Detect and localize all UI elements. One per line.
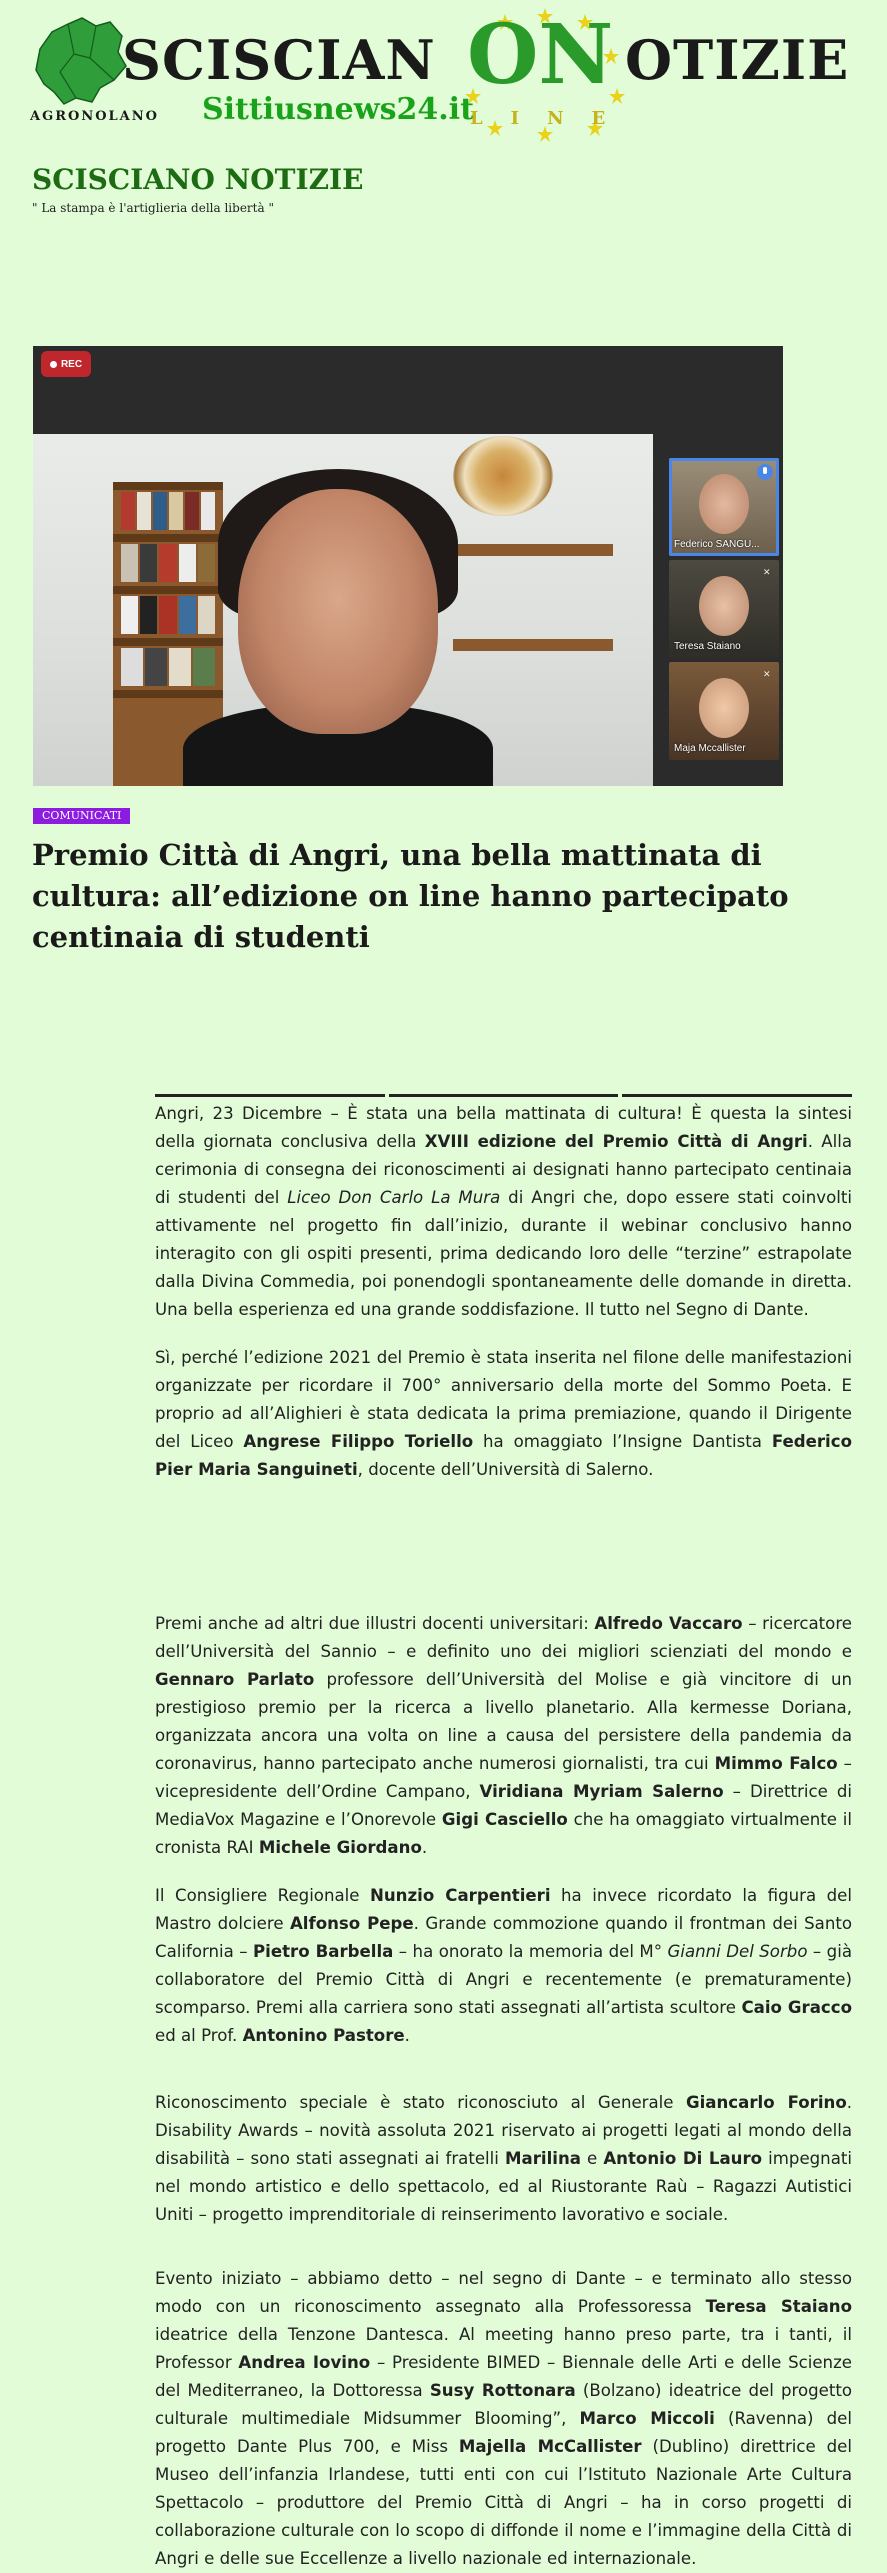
text-run: – ricercatore dell’Università del Sannio – e definito uno dei migliori scienziati del mondo e — [155, 1614, 852, 1661]
bold-text: Viridiana Myriam Salerno — [479, 1782, 724, 1801]
text-run: Evento iniziato – abbiamo detto – nel segno di Dante – e terminato allo stesso modo con un riconoscimento assegnato alla Professoressa — [155, 2269, 852, 2316]
logo-word-scisciano: SCISCIAN — [122, 28, 436, 92]
record-icon — [50, 361, 57, 368]
participant-name: Federico SANGU... — [674, 539, 760, 550]
text-run: che ha omaggiato virtualmente il cronista RAI — [155, 1810, 852, 1857]
text-run: (Dublino) direttrice del Museo dell’infanzia Irlandese, tutti enti con cui l’Istituto Nazionale Arte Cultura Spettacolo – produttore del Premio Città di Angri – ha in corso progetti di collaborazione culturale con lo scopo di diffonde il nome e l’immagine della Città di Angri e delle sue Eccellenze a livello nazionale ed internazionale. — [155, 2437, 852, 2568]
text-run: . — [404, 2026, 410, 2045]
text-run: – già collaboratore del Premio Città di Angri e recentemente (e prematuramente) scomparso. Premi alla carriera sono stati assegnati all’artista scultore — [155, 1942, 852, 2017]
bold-text: Antonio Di Lauro — [603, 2149, 763, 2168]
site-tagline: " La stampa è l'artiglieria della libertà " — [32, 201, 274, 215]
bold-text: Alfredo Vaccaro — [594, 1614, 743, 1633]
article-body-paragraph-3 — [155, 1610, 852, 1862]
text-run: Il Consigliere Regionale — [155, 1886, 370, 1905]
bold-text: Majella McCallister — [458, 2437, 642, 2456]
text-run: . — [421, 1838, 428, 1857]
bold-text: Alfonso Pepe — [289, 1914, 414, 1933]
participant-thumbnails — [669, 458, 781, 764]
rec-label: REC — [60, 358, 83, 370]
logo-word-notizie: OTIZIE — [625, 28, 850, 92]
bold-text: Mimmo Falco — [714, 1754, 838, 1773]
text-run: ha omaggiato l’Insigne Dantista — [473, 1432, 772, 1451]
article-body-paragraph-6 — [155, 2265, 852, 2573]
participant-name: Maja Mccallister — [674, 743, 746, 754]
text-run: impegnati nel mondo artistico e dello spettacolo, ed al Riustorante Raù – Ragazzi Autistici Uniti – progetto imprenditoriale di reinserimento lavorativo e sociale. — [155, 2149, 852, 2224]
mic-muted-icon: ✕ — [763, 568, 771, 578]
bold-text: Susy Rottonara — [429, 2381, 576, 2400]
italic-text: Gianni Del Sorbo — [667, 1942, 808, 1961]
bold-text: Pietro Barbella — [253, 1942, 394, 1961]
bold-text: Nunzio Carpentieri — [369, 1886, 551, 1905]
bold-text: XVIII edizione del Premio Città di Angri — [424, 1132, 808, 1151]
bold-text: Andrea Iovino — [238, 2353, 371, 2372]
site-logo[interactable] — [30, 8, 870, 143]
bold-text: Michele Giordano — [258, 1838, 422, 1857]
text-run: Premi anche ad altri due illustri docenti universitari: — [155, 1614, 595, 1633]
text-run: . Grande commozione quando il frontman dei Santo California – — [155, 1914, 852, 1961]
decorative-plate — [453, 436, 553, 516]
text-run: , docente dell’Università di Salerno. — [357, 1460, 654, 1479]
text-run: – Presidente BIMED – Biennale delle Arti e delle Scienze del Mediterraneo, la Dottoressa — [155, 2353, 852, 2400]
text-run: – Direttrice di MediaVox Magazine e l’Onorevole — [155, 1782, 852, 1829]
participant-tile — [669, 560, 779, 658]
logo-site-name: Sittiusnews24.it — [202, 92, 474, 127]
article-headline: Premio Città di Angri, una bella mattinata di cultura: all’edizione on line hanno partecipato centinaia di studenti — [32, 838, 789, 954]
article-body-paragraph-5 — [155, 2089, 852, 2229]
text-run: ideatrice della Tenzone Dantesca. Al meeting hanno preso parte, tra i tanti, il Professor — [155, 2325, 852, 2372]
text-run: Angri, 23 Dicembre – È stata una bella mattinata di cultura! È questa la sintesi della giornata conclusiva della — [155, 1104, 852, 1151]
text-run: Sì, perché l’edizione 2021 del Premio è stata inserita nel filone delle manifestazioni organizzate per ricordare il 700° anniversario della morte del Sommo Poeta. E proprio ad all’Alighieri è stata dedicata la prima premiazione, quando il Dirigente del Liceo — [155, 1348, 852, 1451]
participant-tile — [669, 662, 779, 760]
participant-name: Teresa Staiano — [674, 641, 741, 652]
main-video-speaker — [33, 434, 653, 786]
logo-on: ON — [467, 7, 614, 103]
bold-text: Giancarlo Forino — [685, 2093, 847, 2112]
article-body-paragraph-4 — [155, 1882, 852, 2050]
text-run: . Alla cerimonia di consegna dei riconoscimenti ai designati hanno partecipato centinaia di studenti del — [155, 1132, 852, 1207]
text-run: e — [580, 2149, 604, 2168]
article-top-rule — [155, 1094, 852, 1097]
text-run: (Bolzano) ideatrice del progetto culturale multimediale Midsummer Blooming”, — [155, 2381, 853, 2428]
article-body-paragraph-2 — [155, 1344, 852, 1484]
participant-tile — [669, 458, 779, 556]
bold-text: Marco Miccoli — [579, 2409, 715, 2428]
text-run: di Angri che, dopo essere stati coinvolti attivamente nel progetto fin dall’inizio, durante il webinar conclusivo hanno interagito con gli ospiti presenti, prima dedicando loro delle “terzine” estrapolate dalla Divina Commedia, poi ponendogli spontaneamente delle domande in diretta. Una bella esperienza ed una grande soddisfazione. Il tutto nel Segno di Dante. — [155, 1188, 852, 1319]
bold-text: Federico Pier Maria Sanguineti — [155, 1432, 852, 1479]
text-run: – vicepresidente dell’Ordine Campano, — [155, 1754, 852, 1801]
featured-image — [33, 346, 783, 786]
text-run: ed al Prof. — [155, 2026, 243, 2045]
site-title[interactable]: SCISCIANO NOTIZIE — [32, 163, 364, 196]
text-run: – ha onorato la memoria del M° — [393, 1942, 668, 1961]
bold-text: Gigi Casciello — [441, 1810, 568, 1829]
category-badge[interactable]: COMUNICATI — [33, 808, 130, 824]
text-run: Riconoscimento speciale è stato riconosciuto al Generale — [155, 2093, 686, 2112]
bold-text: Antonino Pastore — [242, 2026, 405, 2045]
article-body-paragraph-1 — [155, 1100, 852, 1324]
bold-text: Marilina — [504, 2149, 581, 2168]
logo-region-label: AGRONOLANO — [30, 109, 159, 124]
mic-muted-icon: ✕ — [763, 670, 771, 680]
microphone-icon — [757, 464, 773, 480]
bold-text: Teresa Staiano — [705, 2297, 852, 2316]
bold-text: Gennaro Parlato — [155, 1670, 315, 1689]
bold-text: Caio Gracco — [741, 1998, 852, 2017]
region-map-icon — [30, 14, 130, 109]
text-run: (Ravenna) del progetto Dante Plus 700, e Miss — [155, 2409, 852, 2456]
bold-text: Angrese Filippo Toriello — [243, 1432, 474, 1451]
logo-line-label: LINE — [470, 108, 634, 129]
text-run: professore dell’Università del Molise e già vincitore di un prestigioso premio per la ricerca a livello planetario. Alla kermesse Doriana, organizzata ancora una volta on line a causa del persistere della pandemia da coronavirus, hanno partecipato anche numerosi giornalisti, tra cui — [155, 1670, 853, 1773]
rec-badge — [41, 351, 91, 377]
italic-text: Liceo Don Carlo La Mura — [287, 1188, 501, 1207]
text-run: . Disability Awards – novità assoluta 2021 riservato ai progetti legati al mondo della disabilità – sono stati assegnati ai fratelli — [155, 2093, 852, 2168]
text-run: ha invece ricordato la figura del Mastro dolciere — [155, 1886, 852, 1933]
